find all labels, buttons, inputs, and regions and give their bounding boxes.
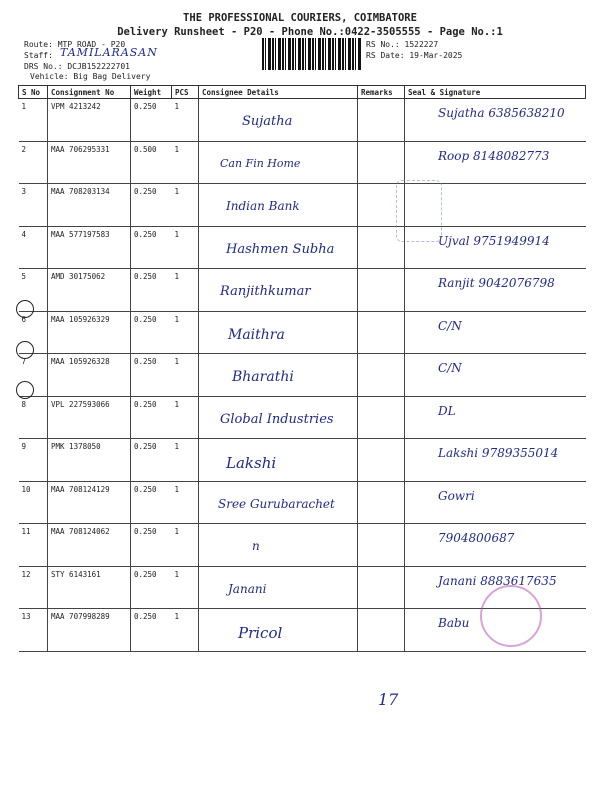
row-pcs: 1: [174, 484, 180, 494]
row-sno: 7: [21, 357, 27, 366]
company-title: THE PROFESSIONAL COURIERS, COIMBATORE: [183, 12, 417, 24]
row-pcs: 1: [174, 102, 180, 111]
col-signature: Seal & Signature: [405, 86, 586, 99]
col-weight: Weight: [131, 86, 172, 99]
row-consignee: Sujatha: [242, 114, 293, 129]
vehicle-text: Vehicle: Big Bag Delivery: [30, 72, 151, 81]
row-consignment-no: PMK 1378050: [51, 442, 101, 451]
circle-mark: [16, 300, 34, 318]
row-sno: 13: [21, 612, 31, 621]
row-pcs: 1: [174, 399, 180, 409]
circle-mark: [16, 381, 34, 399]
row-weight: 0.250: [134, 187, 157, 196]
row-weight: 0.250: [134, 314, 157, 324]
row-weight: 0.250: [134, 442, 157, 451]
row-signature: C/N: [438, 361, 462, 375]
row-weight: 0.250: [134, 612, 157, 621]
row-signature: Ujval 9751949914: [438, 233, 550, 248]
table-row: [19, 396, 586, 439]
row-consignment-no: MAA 706295331: [51, 144, 110, 154]
row-signature: Roop 8148082773: [438, 148, 550, 163]
rubber-stamp: [396, 180, 442, 242]
row-weight: 0.250: [134, 569, 157, 579]
row-sno: 9: [21, 442, 27, 451]
circle-mark: [16, 341, 34, 359]
row-weight: 0.250: [134, 229, 157, 239]
row-weight: 0.250: [134, 357, 157, 366]
rs-number: RS No.: 1522227: [366, 40, 439, 49]
runsheet-table: [18, 85, 586, 652]
row-sno: 6: [21, 314, 27, 324]
col-consignment: Consignment No: [48, 86, 131, 99]
row-consignment-no: MAA 577197583: [51, 229, 110, 239]
table-row: [19, 269, 586, 312]
row-signature: Sujatha 6385638210: [438, 106, 565, 120]
company-seal: [480, 585, 542, 647]
row-sno: 8: [21, 399, 27, 409]
rs-date: RS Date: 19-Mar-2025: [366, 51, 463, 60]
row-consignment-no: VPM 4213242: [51, 102, 101, 111]
row-consignment-no: STY 6143161: [51, 569, 101, 579]
row-weight: 0.500: [134, 144, 157, 154]
row-signature: Lakshi 9789355014: [438, 446, 559, 460]
row-consignment-no: MAA 708203134: [51, 187, 110, 196]
row-sno: 11: [21, 527, 31, 536]
row-pcs: 1: [174, 144, 180, 154]
row-consignment-no: MAA 707998289: [51, 612, 110, 621]
row-consignment-no: MAA 708124129: [51, 484, 110, 494]
row-consignee: Lakshi: [226, 454, 277, 472]
row-signature: Babu: [438, 616, 470, 630]
row-weight: 0.250: [134, 399, 157, 409]
row-pcs: 1: [174, 187, 180, 196]
barcode: [262, 38, 362, 70]
row-consignee: Hashmen Subha: [226, 241, 335, 257]
row-consignment-no: MAA 105926328: [51, 357, 110, 366]
row-pcs: 1: [174, 612, 180, 621]
row-pcs: 1: [174, 442, 180, 451]
row-pcs: 1: [174, 569, 180, 579]
row-consignee: Janani: [228, 581, 267, 596]
row-consignee: Sree Gurubarachet: [218, 496, 335, 511]
row-signature: C/N: [438, 318, 462, 333]
col-remarks: Remarks: [358, 86, 405, 99]
row-signature: Ranjit 9042076798: [438, 276, 555, 290]
row-weight: 0.250: [134, 272, 157, 281]
route-text: Route: MTP ROAD - P20: [24, 40, 126, 49]
row-consignee: Can Fin Home: [220, 156, 301, 170]
staff-label: Staff:: [24, 51, 53, 60]
table-row: [19, 99, 586, 142]
row-weight: 0.250: [134, 102, 157, 111]
runsheet-subtitle: Delivery Runsheet - P20 - Phone No.:0422-3505555 - Page No.:1: [117, 26, 503, 38]
table-row: [19, 311, 586, 354]
row-consignee: Maithra: [228, 326, 285, 343]
col-pcs: PCS: [172, 86, 199, 99]
row-signature: Janani 8883617635: [438, 573, 557, 588]
row-sno: 4: [21, 229, 27, 239]
footer-note: 17: [378, 690, 399, 709]
row-consignee: Bharathi: [232, 369, 294, 385]
row-pcs: 1: [174, 527, 180, 536]
row-consignee: Indian Bank: [226, 199, 300, 213]
row-consignment-no: MAA 105926329: [51, 314, 110, 324]
drs-number: DRS No.: DCJB152222701: [24, 62, 130, 71]
row-weight: 0.250: [134, 527, 157, 536]
col-sno: S No: [19, 86, 48, 99]
row-consignment-no: VPL 227593066: [51, 399, 110, 409]
row-consignee: Pricol: [238, 624, 283, 642]
staff-value: TAMILARASAN: [60, 46, 158, 59]
row-pcs: 1: [174, 314, 180, 324]
row-sno: 2: [21, 144, 27, 154]
col-consignee: Consignee Details: [199, 86, 358, 99]
row-pcs: 1: [174, 357, 180, 366]
row-pcs: 1: [174, 272, 180, 281]
table-row: [19, 524, 586, 567]
row-sno: 5: [21, 272, 27, 281]
row-signature: 7904800687: [438, 531, 515, 545]
row-consignee: Global Industries: [220, 411, 334, 427]
row-sno: 10: [21, 484, 31, 494]
row-sno: 1: [21, 102, 27, 111]
row-consignment-no: AMD 30175062: [51, 272, 106, 281]
row-signature: Gowri: [438, 488, 475, 503]
table-row: [19, 184, 586, 227]
row-pcs: 1: [174, 229, 180, 239]
row-weight: 0.250: [134, 484, 157, 494]
table-row: [19, 439, 586, 482]
row-consignment-no: MAA 708124062: [51, 527, 110, 536]
row-sno: 3: [21, 187, 27, 196]
row-signature: DL: [438, 403, 456, 418]
row-sno: 12: [21, 569, 31, 579]
table-row: [19, 141, 586, 184]
table-row: [19, 481, 586, 524]
table-row: [19, 354, 586, 397]
row-consignee: n: [252, 539, 260, 553]
table-row: [19, 226, 586, 269]
row-consignee: Ranjithkumar: [220, 284, 311, 299]
